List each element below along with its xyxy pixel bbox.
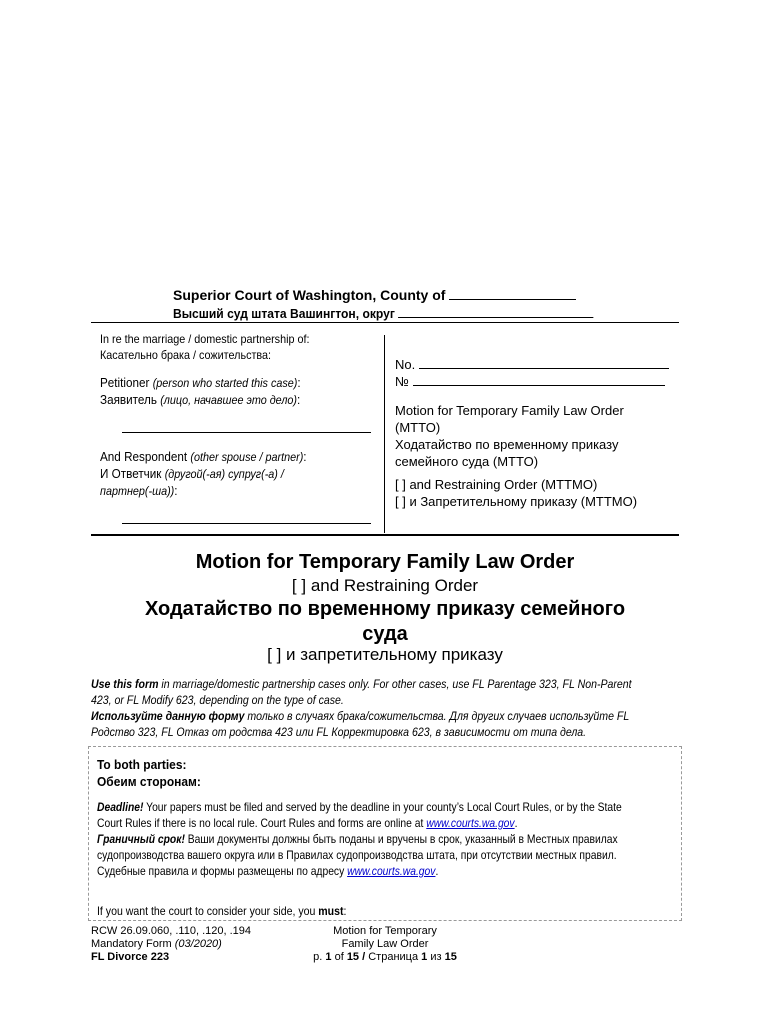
notice-box-content xyxy=(97,756,687,879)
respondent-name-line[interactable] xyxy=(122,523,371,524)
to-both-parties-ru: Обеим сторонам: xyxy=(97,774,201,789)
courts-link[interactable]: www.courts.wa.gov xyxy=(426,816,515,830)
case-number-blank-ru[interactable] xyxy=(413,384,665,386)
footer-left: RCW 26.09.060, .110, .120, .194 Mandatory Form (03/2020) FL Divorce 223 xyxy=(91,925,252,963)
county-blank-ru[interactable] xyxy=(398,316,593,318)
page-number: p. 1 of 15 / Страница 1 из 15 xyxy=(313,951,457,963)
form-subtitle-ru[interactable]: [ ] и запретительному приказу xyxy=(267,645,503,664)
caption-divider xyxy=(384,335,385,533)
court-heading-ru: Высший суд штата Вашингтон, округ xyxy=(173,306,594,321)
petitioner-name-line[interactable] xyxy=(122,432,371,433)
footer-center: Motion for Temporary Family Law Order p. 1 of 15 / Страница 1 из 15 xyxy=(300,925,470,964)
in-re-label: In re the marriage / domestic partnership of: Касательно брака / сожительства: xyxy=(100,332,310,362)
form-title-ru: Ходатайство по временному приказу семейного суда xyxy=(144,598,626,645)
case-number-blank[interactable] xyxy=(419,367,669,369)
restraining-checkbox-ru[interactable]: [ ] и Запретительному приказу (MTTMO) xyxy=(395,494,638,509)
county-blank[interactable] xyxy=(449,298,576,300)
petitioner-label: Petitioner (person who started this case): Заявитель (лицо, начавшее это дело): xyxy=(100,375,301,407)
restraining-checkbox-en[interactable]: [ ] and Restraining Order (MTTMO) xyxy=(395,477,598,492)
motion-caption: Motion for Temporary Family Law Order (MTTO) Ходатайство по временному приказу семейного суда (MTTO) [ ] and Restraining Order (MTTMO) [ ] и Запретительному приказу (MTTMO) xyxy=(395,402,665,510)
form-subtitle-en[interactable]: [ ] and Restraining Order xyxy=(291,576,479,595)
form-title-en: Motion for Temporary Family Law Order xyxy=(195,551,575,573)
deadline-notice: Deadline! Your papers must be filed and served by the deadline in your county’s Local Court Rules, or by the State Court Rules if there is no local rule. Court Rules and forms are online at www.courts.wa.gov. Граничный срок! Ваши документы должны быть поданы и вручены в срок, указанный в Местных правилах судопроизводства вашего округа или в Правилах судопроизводства штата, при отсутствии местных правил. Судебные правила и формы размещены по адресу www.courts.wa.gov. xyxy=(97,800,622,878)
courts-link-ru[interactable]: www.courts.wa.gov xyxy=(347,864,436,878)
use-form-instructions: Use this form in marriage/domestic partnership cases only. For other cases, use FL Parentage 323, FL Non-Parent 423, or FL Modify 623, depending on the type of case. Используйте данную форму только в случаях брака/сожительства. Для других случаев используйте FL Родство 323, FL Отказ от родства 423 или FL Корректировка 623, в зависимости от типа дела. xyxy=(91,677,632,739)
respondent-label: And Respondent (other spouse / partner): И Ответчик (другой(-ая) супруг(-а) / партнер(-ша)): xyxy=(100,449,307,498)
to-both-parties-en: To both parties: xyxy=(97,757,187,772)
case-number: No. № xyxy=(395,356,669,390)
consider-side-text: If you want the court to consider your side, you must: xyxy=(97,904,347,918)
caption-bottom-rule xyxy=(91,534,679,536)
court-heading-en: Superior Court of Washington, County of xyxy=(173,287,576,303)
caption-top-rule xyxy=(91,322,679,323)
